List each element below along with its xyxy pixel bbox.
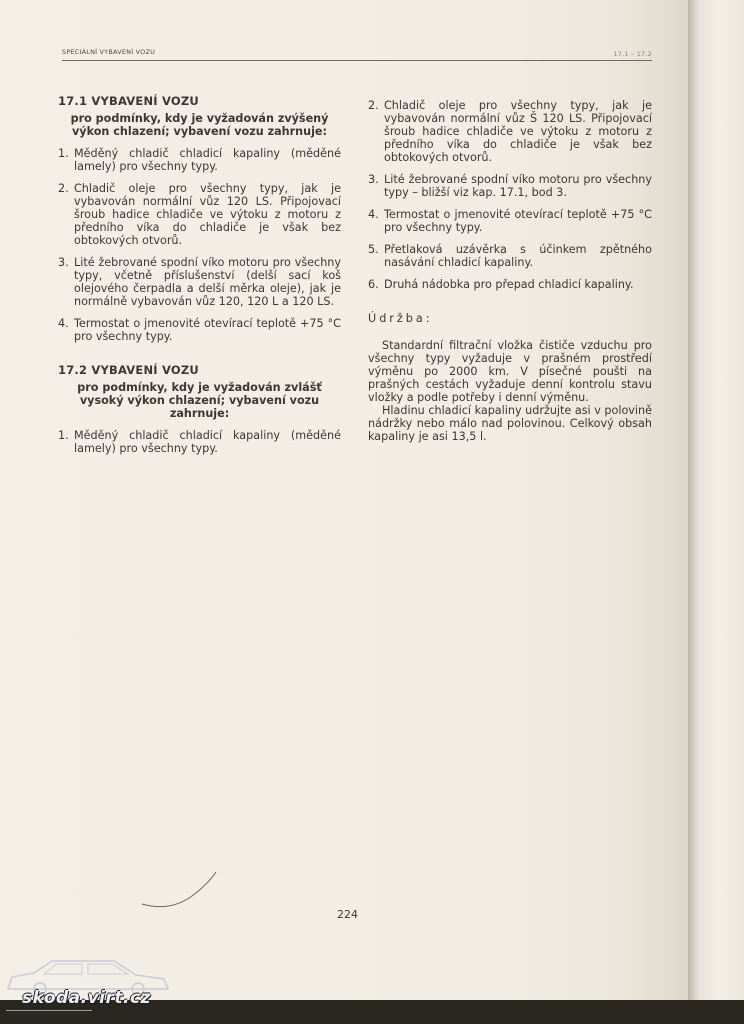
- item-text: Lité žebrované spodní víko motoru pro všechny typy, včetně příslušenství (delší sací koš olejového čerpadla a delší měrka oleje), jak je normálně vybavován vůz 120, 120 L a 120 LS.: [74, 256, 341, 308]
- pencil-mark: [140, 868, 220, 910]
- item-text: Měděný chladič chladicí kapaliny (měděné lamely) pro všechny typy.: [74, 429, 341, 455]
- section-17-1-heading: 17.1 VYBAVENÍ VOZU: [58, 94, 199, 108]
- list-item: [58, 317, 341, 343]
- list-item: [368, 173, 652, 199]
- list-item: [368, 208, 652, 234]
- right-column: [368, 99, 652, 443]
- watermark-underline: [6, 1010, 92, 1017]
- header-section-range: 17.1 – 17.2: [613, 50, 652, 58]
- section-17-2-heading: 17.2 VYBAVENÍ VOZU: [58, 363, 199, 377]
- list-item: [58, 429, 341, 455]
- item-text: Přetlaková uzávěrka s účinkem zpětného nasávání chladicí kapaliny.: [384, 243, 652, 269]
- item-text: Chladič oleje pro všechny typy, jak je vybavován normální vůz Š 120 LS. Připojovací šroub hadice chladiče ve výtoku z motoru z předního víka do chladiče je však bez obtokových otvorů.: [384, 99, 652, 164]
- maintenance-paragraph: Standardní filtrační vložka čističe vzduchu pro všechny typy vyžaduje v prašném prostředí výměnu po 2000 km. V písečné poušti na prašných cestách vyžaduje denní kontrolu stavu vložky a podle potřeby i denní výměnu.: [368, 339, 652, 404]
- item-number: 2.: [368, 99, 379, 112]
- section-17-1-condition: pro podmínky, kdy je vyžadován zvýšený výkon chlazení; vybavení vozu zahrnuje:: [70, 112, 329, 138]
- item-number: 1.: [58, 429, 69, 442]
- item-text: Termostat o jmenovité otevírací teplotě +75 °C pro všechny typy.: [384, 208, 652, 234]
- item-text: Druhá nádobka pro přepad chladicí kapaliny.: [384, 278, 634, 291]
- maintenance-heading: Údržba:: [368, 312, 433, 325]
- item-number: 3.: [368, 173, 379, 186]
- list-item: [368, 243, 652, 269]
- item-text: Chladič oleje pro všechny typy, jak je vybavován normální vůz 120 LS. Připojovací šroub hadice chladiče ve výtoku z motoru z předního víka do chladiče je však bez obtokových otvorů.: [74, 182, 341, 247]
- list-item: [58, 147, 341, 173]
- list-item: [368, 99, 652, 164]
- list-item: [58, 256, 341, 308]
- section-17-2-condition: pro podmínky, kdy je vyžadován zvlášť vysoký výkon chlazení; vybavení vozu zahrnuje:: [77, 381, 322, 420]
- watermark-logo: skoda.virt.cz: [22, 988, 151, 1008]
- item-number: 2.: [58, 182, 69, 195]
- header-section-title: SPECIÁLNÍ VYBAVENÍ VOZU: [62, 48, 156, 56]
- item-number: 6.: [368, 278, 379, 291]
- item-number: 1.: [58, 147, 69, 160]
- item-number: 4.: [58, 317, 69, 330]
- maintenance-paragraph: Hladinu chladicí kapaliny udržujte asi v polovině nádržky nebo málo nad polovinou. Celkový obsah kapaliny je asi 13,5 l.: [368, 404, 652, 443]
- list-item: [368, 278, 652, 291]
- item-text: Termostat o jmenovité otevírací teplotě +75 °C pro všechny typy.: [74, 317, 341, 343]
- item-text: Lité žebrované spodní víko motoru pro všechny typy – bližší viz kap. 17.1, bod 3.: [384, 173, 652, 199]
- item-text: Měděný chladič chladicí kapaliny (měděné lamely) pro všechny typy.: [74, 147, 341, 173]
- page-edge: [688, 0, 744, 1000]
- page-number: 224: [337, 908, 358, 921]
- left-column: [58, 95, 341, 464]
- item-number: 5.: [368, 243, 379, 256]
- item-number: 4.: [368, 208, 379, 221]
- running-header: [62, 46, 652, 61]
- item-number: 3.: [58, 256, 69, 269]
- list-item: [58, 182, 341, 247]
